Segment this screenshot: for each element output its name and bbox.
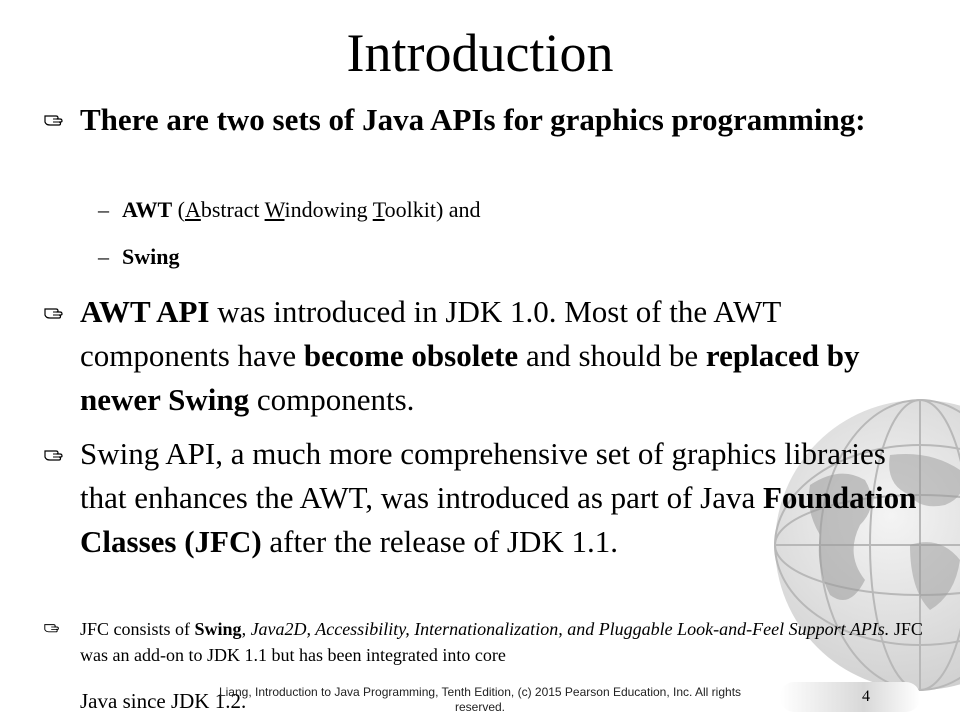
sub-item-swing [122, 244, 179, 270]
bullet-1-text: There are two sets of Java APIs for graphics programming: [80, 102, 866, 137]
pointing-hand-icon [44, 444, 64, 464]
pointing-hand-icon [44, 109, 64, 129]
sub-item-awt-label: AWT [122, 197, 173, 222]
sub-item-swing-label: Swing [122, 244, 180, 269]
sub-item-text: bstract [200, 197, 265, 222]
bullet-4-text [80, 616, 940, 668]
sub-dash: – [98, 244, 109, 269]
text: JFC consists of [80, 619, 195, 639]
underlined-letter: T [372, 197, 385, 222]
sub-item-text: oolkit) and [384, 197, 481, 222]
bold-text: replaced by newer Swing [80, 338, 860, 417]
sub-item-text: ( [172, 197, 185, 222]
pointing-hand-icon [44, 302, 64, 322]
bold-text: AWT API [80, 294, 210, 329]
text: components. [249, 382, 415, 417]
slide-title: Introduction [346, 23, 614, 83]
italic-text: Java2D, Accessibility, Internationalization, and Pluggable Look-and-Feel Support APIs. [250, 619, 890, 639]
text: was introduced in JDK 1.0. Most of the AWT components have [80, 294, 781, 373]
bullet-3-text [80, 432, 930, 564]
bold-text: become obsolete [303, 338, 519, 373]
footer-band [780, 682, 920, 712]
underlined-letter: A [184, 197, 201, 222]
footer-citation: Liang, Introduction to Java Programming, Tenth Edition, (c) 2015 Pearson Education, Inc. All rights reserved. [218, 685, 742, 714]
underlined-letter: W [264, 197, 285, 222]
text: Swing API, a much more comprehensive set of graphics libraries that enhances the AWT, was introduced as part of Java [80, 436, 886, 515]
sub-item-awt [122, 197, 481, 223]
bullet-2-text [80, 290, 930, 422]
text: , [241, 619, 251, 639]
text: JFC was an add-on to JDK 1.1 but has been integrated into core [80, 619, 923, 665]
pointing-hand-icon [44, 619, 60, 635]
sub-item-text: indowing [284, 197, 373, 222]
bullet-4-continuation: Java since JDK 1.2. [80, 689, 247, 713]
text: and should be [518, 338, 706, 373]
page-number: 4 [862, 688, 870, 705]
sub-dash: – [98, 197, 109, 222]
bold-text: Foundation Classes (JFC) [80, 480, 917, 559]
bold-text: Swing [194, 619, 242, 639]
text: after the release of JDK 1.1. [261, 524, 619, 559]
